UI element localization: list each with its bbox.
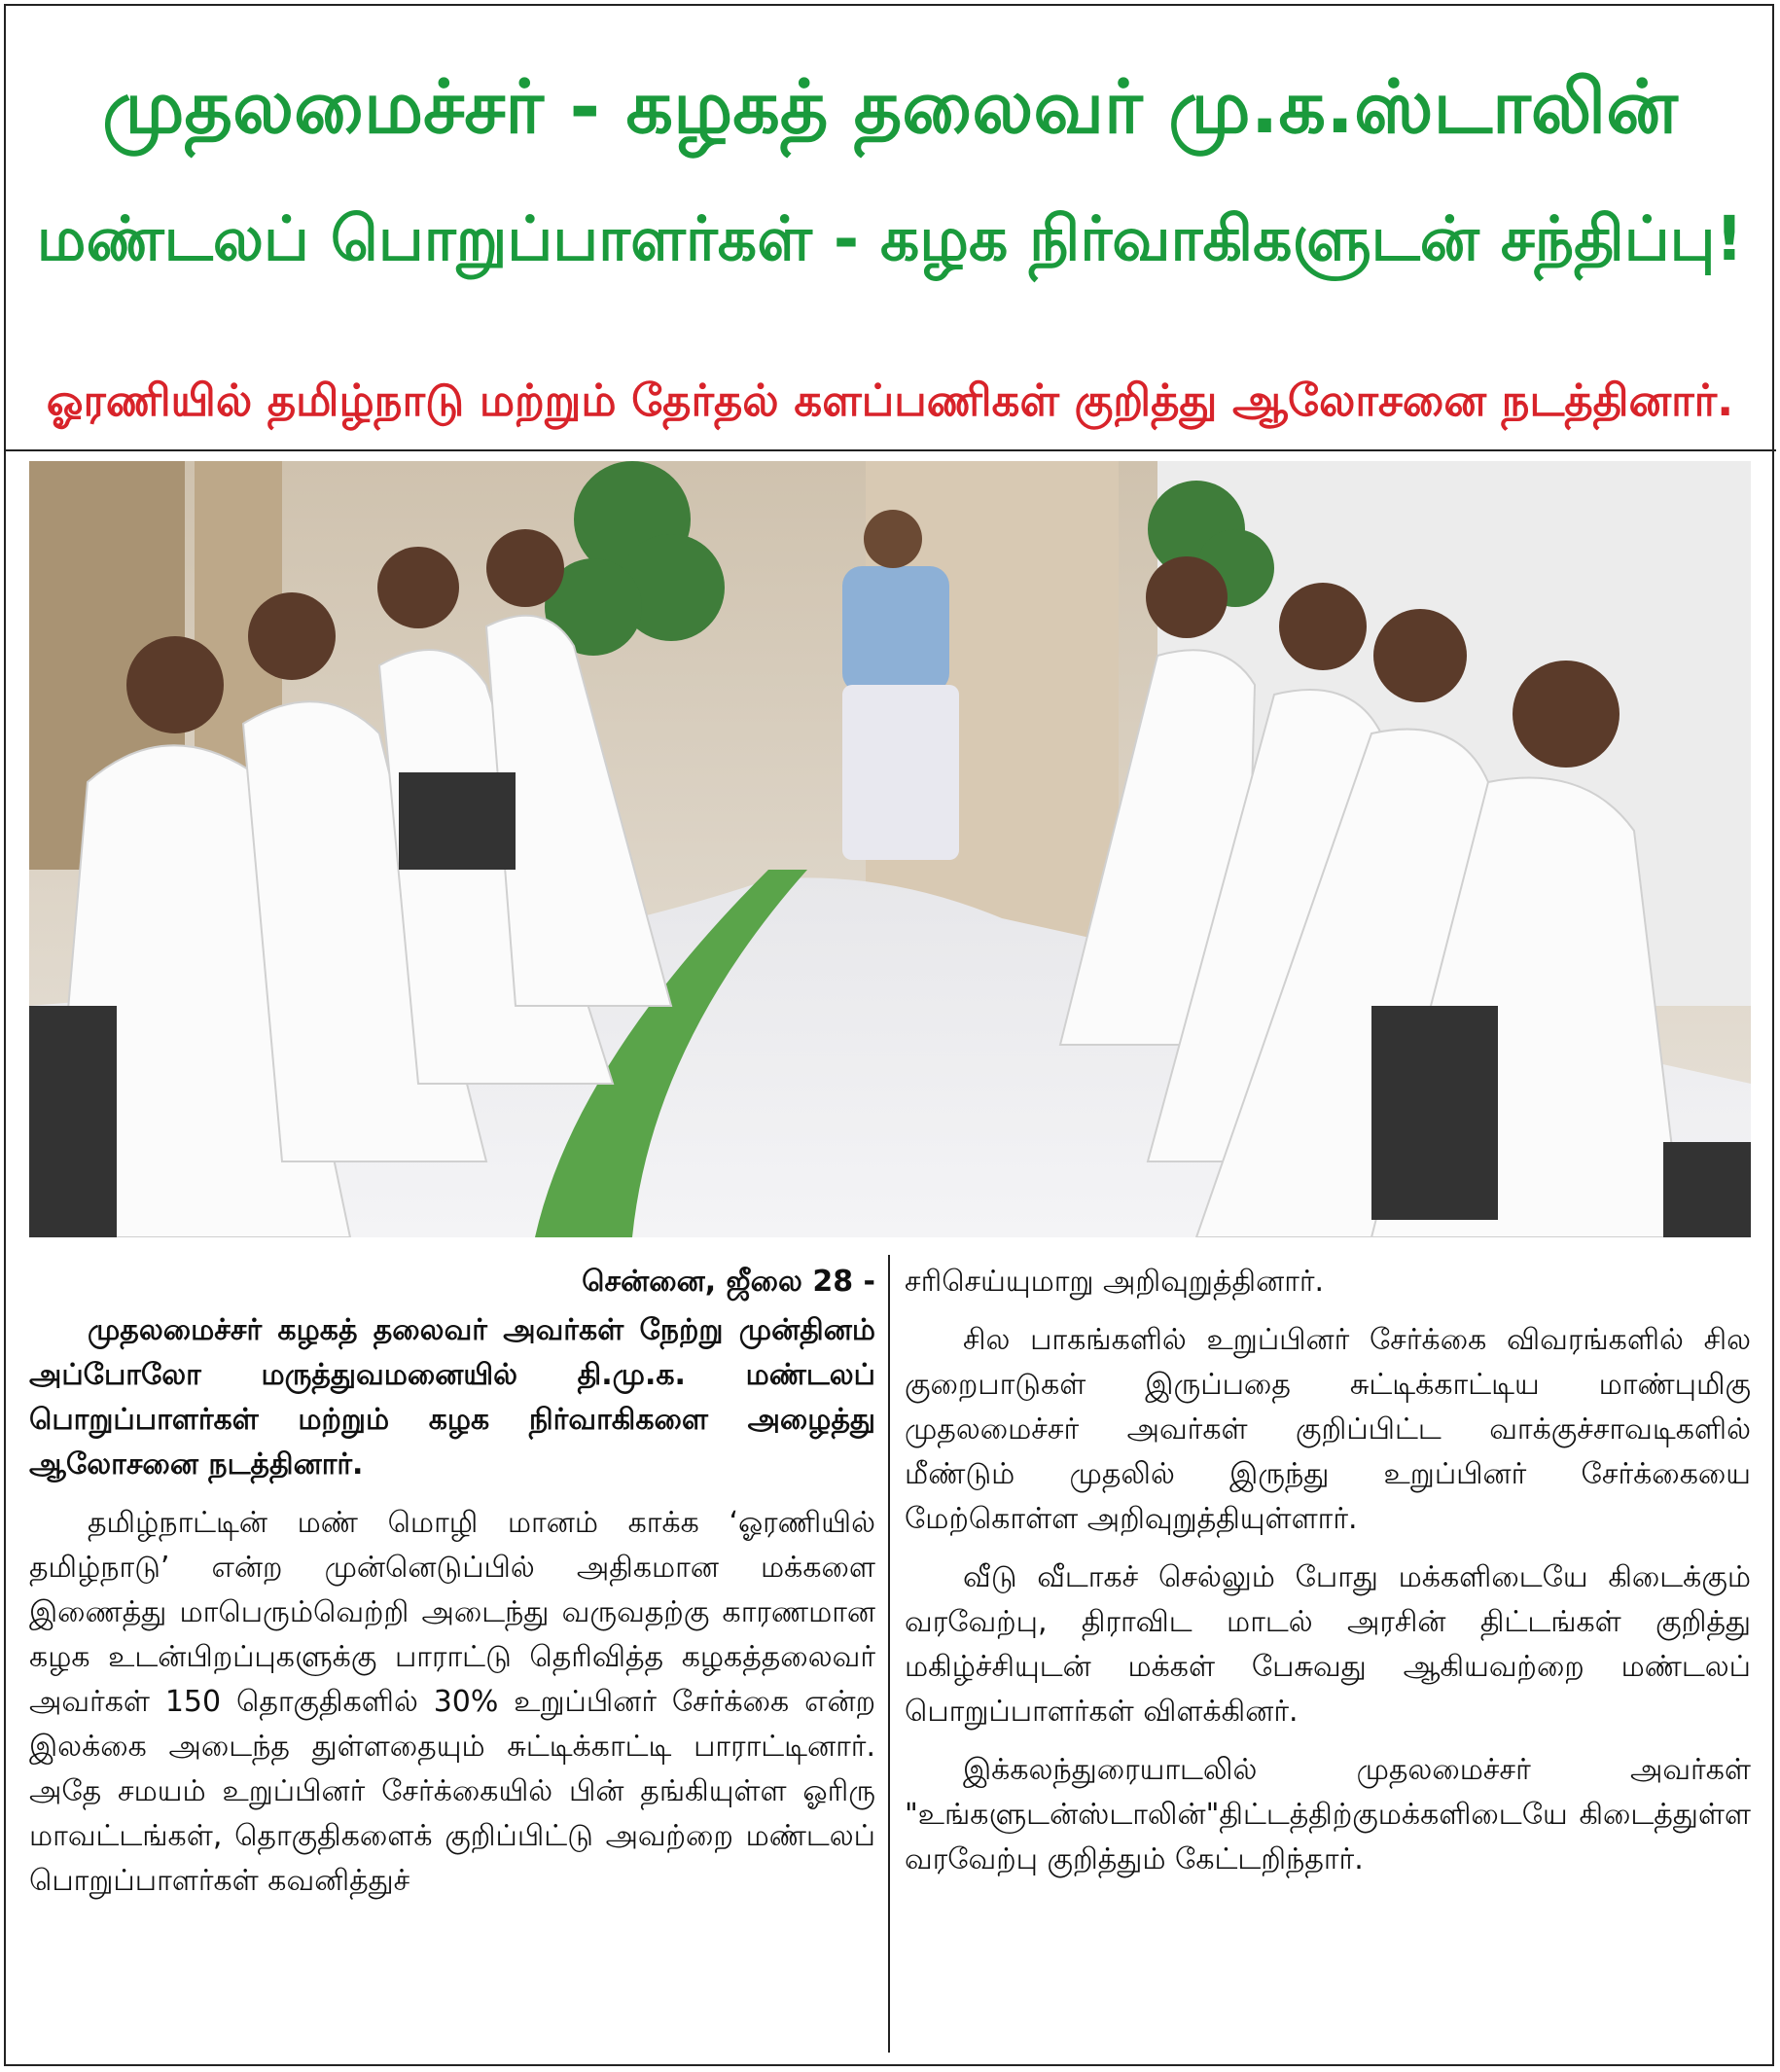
headline-line1: முதலமைச்சர் - கழகத் தலைவர் மு.க.ஸ்டாலின் (102, 63, 1678, 150)
article-paragraph-2: தமிழ்நாட்டின் மண் மொழி மானம் காக்க ‘ஓரணியில் தமிழ்நாடு’ என்ற முன்னெடுப்பில் அதிகமான மக்களை இணைத்து மாபெரும்வெற்றி அடைந்து வருவதற்கு காரணமான கழக உடன்பிறப்புகளுக்கு பாராட்டு தெரிவித்த கழகத்தலைவர் அவர்கள் 150 தொகுதிகளில் 30% உறுப்பினர் சேர்க்கை என்ற இலக்கை அடைந்த துள்ளதையும் சுட்டிக்காட்டி பாராட்டினார். அதே சமயம் உறுப்பினர் சேர்க்கையில் பின் தங்கியுள்ள ஓரிரு மாவட்டங்கள், தொகுதிகளைக் குறிப்பிட்டு அவற்றை மண்டலப் பொறுப்பாளர்கள் கவனித்துச் (29, 1506, 875, 1898)
article-paragraph-2-continued: சரிசெய்யுமாறு அறிவுறுத்தினார். (905, 1265, 1325, 1299)
article-column-left (29, 1260, 875, 1917)
subheadline: ஓரணியில் தமிழ்நாடு மற்றும் தேர்தல் களப்பணிகள் குறித்து ஆலோசனை நடத்தினார். (46, 375, 1734, 426)
article-paragraph-4: வீடு வீடாகச் செல்லும் போது மக்களிடையே கிடைக்கும் வரவேற்பு, திராவிட மாடல் அரசின் திட்டங்கள் குறித்து மகிழ்ச்சியுடன் மக்கள் பேசுவது ஆகியவற்றை மண்டலப் பொறுப்பாளர்கள் விளக்கினர். (905, 1560, 1751, 1729)
article-lead: முதலமைச்சர் கழகத் தலைவர் அவர்கள் நேற்று முன்தினம் அப்போலோ மருத்துவமனையில் தி.மு.க. மண்டலப் பொறுப்பாளர்கள் மற்றும் கழக நிர்வாகிகளை அழைத்து ஆலோசனை நடத்தினார். (29, 1313, 875, 1482)
dateline: சென்னை, ஜீலை 28 - (582, 1265, 875, 1299)
column-divider (888, 1255, 890, 2053)
article-paragraph-3: சில பாகங்களில் உறுப்பினர் சேர்க்கை விவரங்களில் சில குறைபாடுகள் இருப்பதை சுட்டிக்காட்டிய மாண்புமிகு முதலமைச்சர் அவர்கள் குறிப்பிட்ட வாக்குச்சாவடிகளில் மீண்டும் முதலில் இருந்து உறுப்பினர் சேர்க்கையை மேற்கொள்ள அறிவுறுத்தியுள்ளார். (905, 1323, 1751, 1536)
meeting-photo (29, 461, 1751, 1237)
article-column-right (905, 1260, 1751, 1896)
article-paragraph-5: இக்கலந்துரையாடலில் முதலமைச்சர் அவர்கள் "உங்களுடன்ஸ்டாலின்"திட்டத்திற்குமக்களிடையே கிடைத்துள்ள வரவேற்பு குறித்தும் கேட்டறிந்தார். (905, 1753, 1751, 1876)
headline-line2: மண்டலப் பொறுப்பாளர்கள் - கழக நிர்வாகிகளுடன் சந்திப்பு! (36, 203, 1744, 274)
header-divider (4, 449, 1776, 451)
